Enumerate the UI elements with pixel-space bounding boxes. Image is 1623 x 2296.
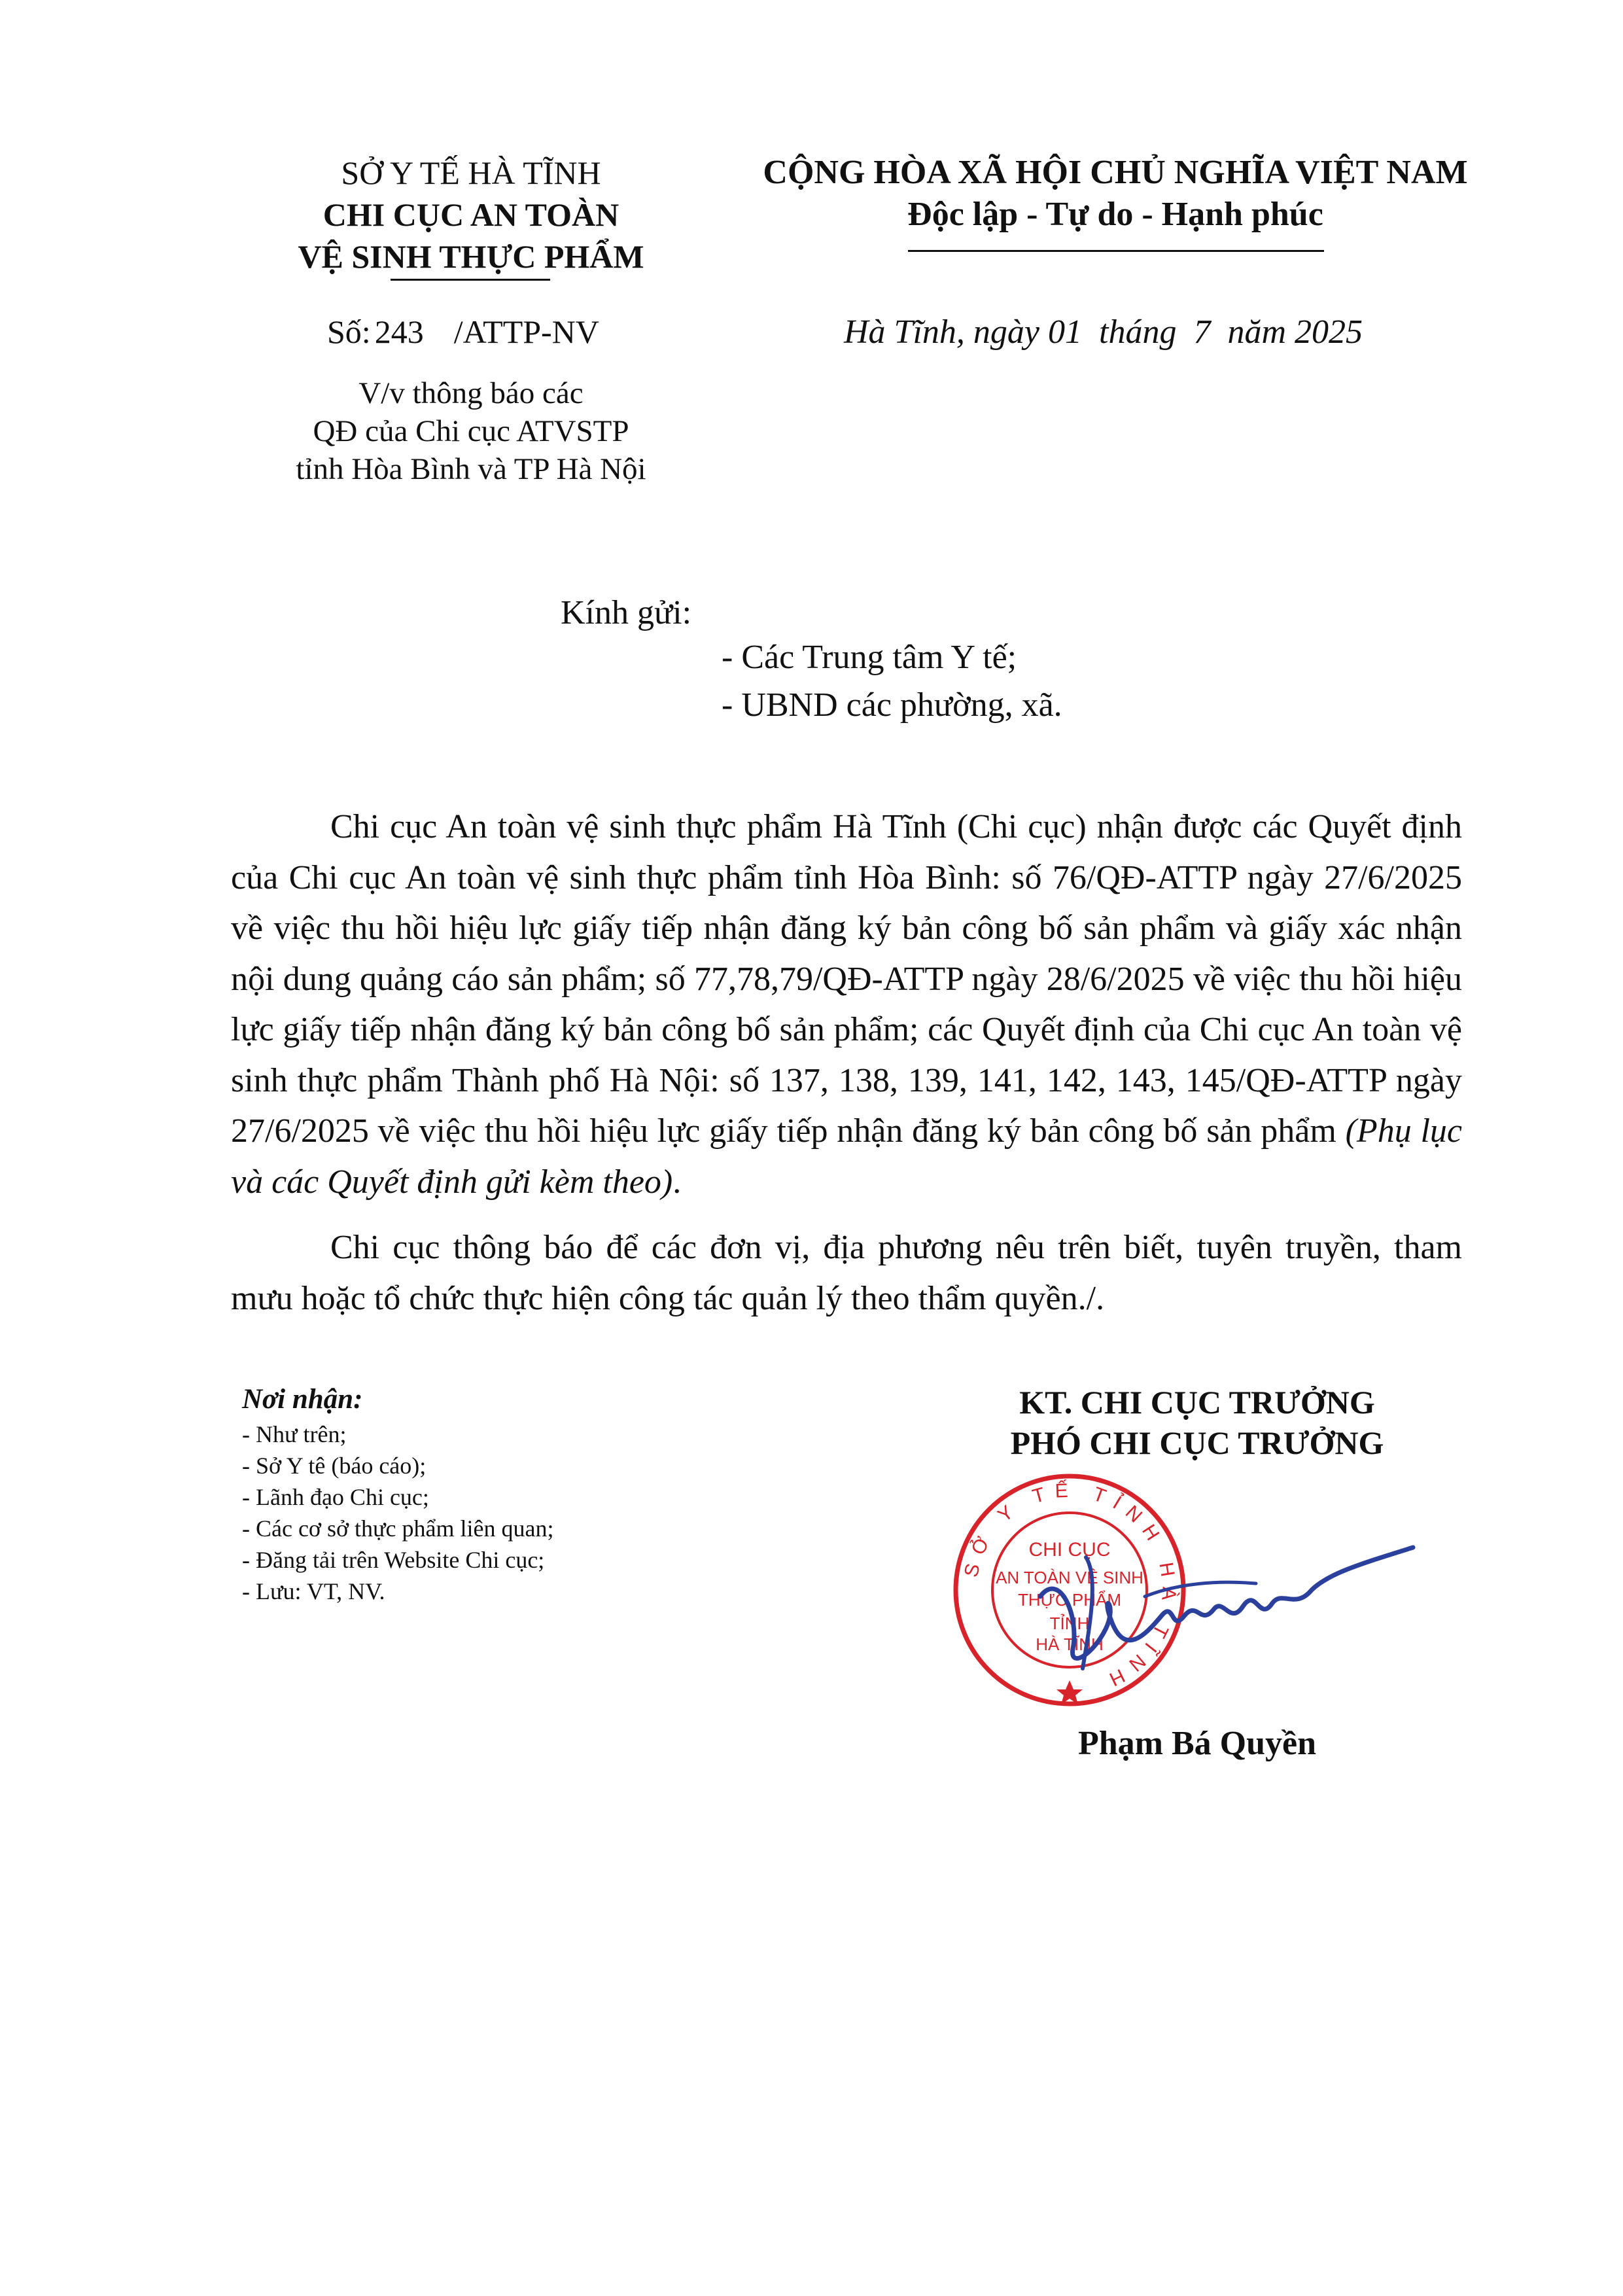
addressee-item: - Các Trung tâm Y tế; — [722, 639, 1017, 676]
recipient-item: - Sở Y tê (báo cáo); — [242, 1453, 427, 1479]
signature-block — [929, 1382, 1465, 1463]
recipient-item: - Lưu: VT, NV. — [242, 1578, 385, 1604]
country-name: CỘNG HÒA XÃ HỘI CHỦ NGHĨA VIỆT NAM — [763, 154, 1468, 191]
body-paragraph-2: Chi cục thông báo để các đơn vị, địa phương nêu trên biết, tuyên truyền, tham mưu hoặc tổ chức thực hiện công tác quản lý theo thẩm quyền./. — [231, 1229, 1462, 1317]
document-number-suffix: /ATTP-NV — [453, 313, 599, 350]
subject-line: QĐ của Chi cục ATVSTP — [313, 414, 629, 448]
signature-stroke — [1145, 1582, 1256, 1597]
body-paragraph-1-note: (Phụ lục và các Quyết định gửi kèm theo) — [231, 1112, 1462, 1201]
signer-title-line2: PHÓ CHI CỤC TRƯỞNG — [1010, 1424, 1384, 1461]
stamp-center-line5: HÀ TĨNH — [1036, 1634, 1104, 1654]
handwritten-signature — [1021, 1518, 1439, 1688]
stamp-center-line4: TỈNH — [1049, 1614, 1090, 1633]
stamp-center-line3: THỰC PHẨM — [1018, 1590, 1121, 1610]
agency-name-line1: CHI CỤC AN TOÀN — [323, 196, 620, 233]
document-number-value: 243 — [374, 313, 424, 350]
body-paragraph-1-end: . — [672, 1163, 682, 1201]
stamp-center-line1: CHI CỤC — [1028, 1539, 1111, 1561]
subject-line: V/v thông báo các — [358, 376, 584, 410]
signer-name: Phạm Bá Quyền — [1077, 1725, 1317, 1762]
stamp-ring-textpath: SỞ Y TẾ TỈNH HÀ TĨNH — [960, 1479, 1180, 1694]
document-number — [327, 313, 599, 351]
recipients-title: Nơi nhận: — [242, 1384, 363, 1415]
subject-line: tỉnh Hòa Bình và TP Hà Nội — [296, 452, 646, 486]
signer-title-line1: KT. CHI CỤC TRƯỞNG — [1019, 1384, 1375, 1421]
document-number-prefix: Số: — [327, 313, 371, 350]
recipient-item: - Đăng tải trên Website Chi cục; — [242, 1547, 545, 1573]
body-paragraph-1 — [231, 802, 1462, 1207]
addressee-label: Kính gửi: — [561, 594, 692, 631]
recipient-item: - Như trên; — [242, 1421, 347, 1447]
national-header — [739, 152, 1492, 236]
motto-underline — [908, 250, 1324, 252]
document-date: Hà Tĩnh, ngày 01 tháng 7 năm 2025 — [844, 313, 1363, 351]
document-subject — [242, 374, 700, 488]
body-paragraph-1-main: Chi cục An toàn vệ sinh thực phẩm Hà Tĩnh (Chi cục) nhận được các Quyết định của Chi cục An toàn vệ sinh thực phẩm tỉnh Hòa Bình: số 76/QĐ-ATTP ngày 27/6/2025 về việc thu hồi hiệu lực giấy tiếp nhận đăng ký bản công bố sản phẩm và giấy xác nhận nội dung quảng cáo sản phẩm; số 77,78,79/QĐ-ATTP ngày 28/6/2025 về việc thu hồi hiệu lực giấy tiếp nhận đăng ký bản công bố sản phẩm; các Quyết định của Chi cục An toàn vệ sinh thực phẩm Thành phố Hà Nội: số 137, 138, 139, 141, 142, 143, 145/QĐ-ATTP ngày 27/6/2025 về việc thu hồi hiệu lực giấy tiếp nhận đăng ký bản công bố sản phẩm — [231, 808, 1462, 1150]
ministry-name: SỞ Y TẾ HÀ TĨNH — [341, 154, 601, 191]
recipient-item: - Các cơ sở thực phẩm liên quan; — [242, 1515, 554, 1542]
addressee-item: - UBND các phường, xã. — [722, 686, 1062, 724]
recipients-list — [242, 1381, 713, 1607]
agency-header — [242, 152, 700, 277]
national-motto: Độc lập - Tự do - Hạnh phúc — [907, 196, 1323, 233]
stamp-center-line2: AN TOÀN VỆ SINH — [996, 1568, 1143, 1587]
agency-name-line2: VỆ SINH THỰC PHẨM — [298, 238, 644, 275]
signature-stroke — [1040, 1547, 1413, 1658]
recipient-item: - Lãnh đạo Chi cục; — [242, 1484, 429, 1510]
agency-underline — [391, 279, 550, 281]
